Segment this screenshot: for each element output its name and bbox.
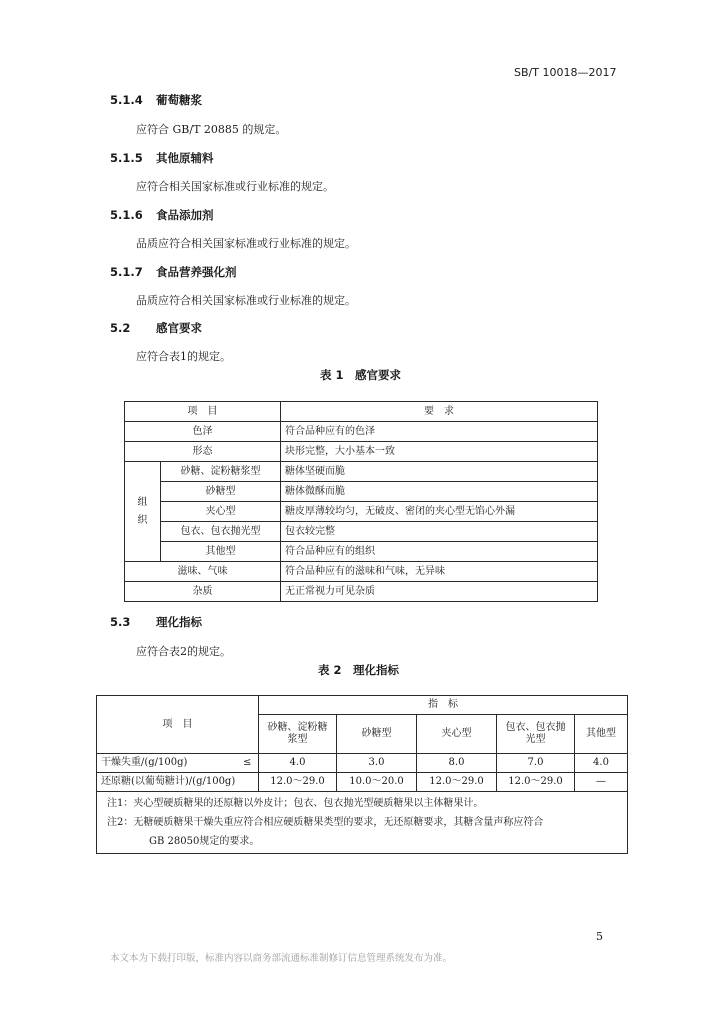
table-note: GB 28050规定的要求。 [149, 836, 260, 847]
section-text: 品质应符合相关国家标准或行业标准的规定。 [136, 237, 356, 250]
table-cell: 砂糖、淀粉糖浆型 [161, 462, 281, 482]
section-heading [110, 320, 202, 336]
table-header-row [97, 696, 628, 715]
section-heading [110, 264, 237, 280]
table-row [125, 562, 598, 582]
table-cell: 符合品种应有的组织 [281, 542, 598, 562]
table-cell: 12.0～29.0 [259, 773, 337, 792]
section-title: 感官要求 [156, 321, 202, 335]
table-cell: 8.0 [417, 754, 497, 773]
table-cell: 干燥失重/(g/100g) [97, 754, 237, 773]
section-text: 应符合表1的规定。 [136, 350, 231, 363]
table-cell: 10.0～20.0 [337, 773, 417, 792]
table-cell: 块形完整，大小基本一致 [281, 442, 598, 462]
section-heading [110, 150, 214, 166]
table-row [125, 582, 598, 602]
section-number: 5.2 [110, 321, 131, 335]
table-header: 指 标 [259, 696, 628, 715]
table-cell: ≤ [237, 754, 259, 773]
table1-caption: 表 1 感官要求 [320, 368, 402, 382]
table-row [125, 522, 598, 542]
table-notes [97, 792, 628, 854]
table-notes-row [97, 792, 628, 854]
table-cell: 糖体微酥而脆 [281, 482, 598, 502]
section-text: 应符合表2的规定。 [136, 645, 231, 658]
section-title: 其他原辅料 [156, 151, 214, 165]
table-cell: 糖皮厚薄较均匀，无破皮、密闭的夹心型无馅心外漏 [281, 502, 598, 522]
section-text: 应符合 GB/T 20885 的规定。 [136, 123, 287, 136]
table-cell: 杂质 [125, 582, 281, 602]
physicochemical-index-table [96, 695, 628, 854]
table-row [125, 502, 598, 522]
table-cell: 7.0 [497, 754, 575, 773]
table-row [125, 462, 598, 482]
table-cell: 砂糖型 [161, 482, 281, 502]
section-title: 理化指标 [156, 615, 202, 629]
table-cell: 形态 [125, 442, 281, 462]
table-header: 夹心型 [417, 715, 497, 754]
table-header: 项 目 [125, 402, 281, 422]
table-cell: 4.0 [575, 754, 628, 773]
table-cell: 滋味、气味 [125, 562, 281, 582]
table-cell: 符合品种应有的滋味和气味，无异味 [281, 562, 598, 582]
table-header: 砂糖型 [337, 715, 417, 754]
table-cell: 还原糖(以葡萄糖计)/(g/100g) [97, 773, 259, 792]
table-row [97, 773, 628, 792]
section-number: 5.1.6 [110, 208, 143, 222]
table-header: 砂糖、淀粉糖浆型 [259, 715, 337, 754]
section-title: 食品添加剂 [156, 208, 214, 222]
table-cell: 12.0～29.0 [497, 773, 575, 792]
table-cell: 包衣、包衣抛光型 [161, 522, 281, 542]
section-title: 食品营养强化剂 [156, 265, 237, 279]
table-cell: 4.0 [259, 754, 337, 773]
table-header: 项 目 [97, 696, 259, 754]
table-cell: 符合品种应有的色泽 [281, 422, 598, 442]
table-cell: — [575, 773, 628, 792]
section-number: 5.1.4 [110, 93, 143, 107]
table-cell: 无正常视力可见杂质 [281, 582, 598, 602]
table-cell: 包衣较完整 [281, 522, 598, 542]
section-heading [110, 92, 202, 108]
document-id: SB/T 10018—2017 [514, 66, 617, 79]
section-title: 葡萄糖浆 [156, 93, 202, 107]
table-row [125, 482, 598, 502]
footer-disclaimer: 本文本为下载打印版，标准内容以商务部流通标准制修订信息管理系统发布为准。 [110, 953, 453, 964]
table-cell: 色泽 [125, 422, 281, 442]
section-number: 5.1.7 [110, 265, 143, 279]
table-header: 要 求 [281, 402, 598, 422]
table-header: 其他型 [575, 715, 628, 754]
table-cell: 12.0～29.0 [417, 773, 497, 792]
table-group-label: 组 织 [125, 462, 161, 562]
page-number: 5 [596, 930, 603, 943]
table-row [125, 422, 598, 442]
section-heading [110, 207, 214, 223]
table-note: 注1：夹心型硬质糖果的还原糖以外皮计；包衣、包衣抛光型硬质糖果以主体糖果计。 [107, 798, 484, 809]
table-header-row [125, 402, 598, 422]
table-cell: 其他型 [161, 542, 281, 562]
section-text: 应符合相关国家标准或行业标准的规定。 [136, 180, 334, 193]
table2-caption: 表 2 理化指标 [318, 663, 400, 677]
table-cell: 糖体坚硬而脆 [281, 462, 598, 482]
table-header: 包衣、包衣抛光型 [497, 715, 575, 754]
table-cell: 3.0 [337, 754, 417, 773]
section-heading [110, 614, 202, 630]
section-number: 5.1.5 [110, 151, 143, 165]
section-number: 5.3 [110, 615, 131, 629]
table-row [97, 754, 628, 773]
table-row [125, 542, 598, 562]
table-note: 注2：无糖硬质糖果干燥失重应符合相应硬质糖果类型的要求，无还原糖要求，其糖含量声称应符合 [107, 817, 544, 828]
table-row [125, 442, 598, 462]
section-text: 品质应符合相关国家标准或行业标准的规定。 [136, 294, 356, 307]
table-cell: 夹心型 [161, 502, 281, 522]
sensory-requirements-table [124, 401, 598, 602]
